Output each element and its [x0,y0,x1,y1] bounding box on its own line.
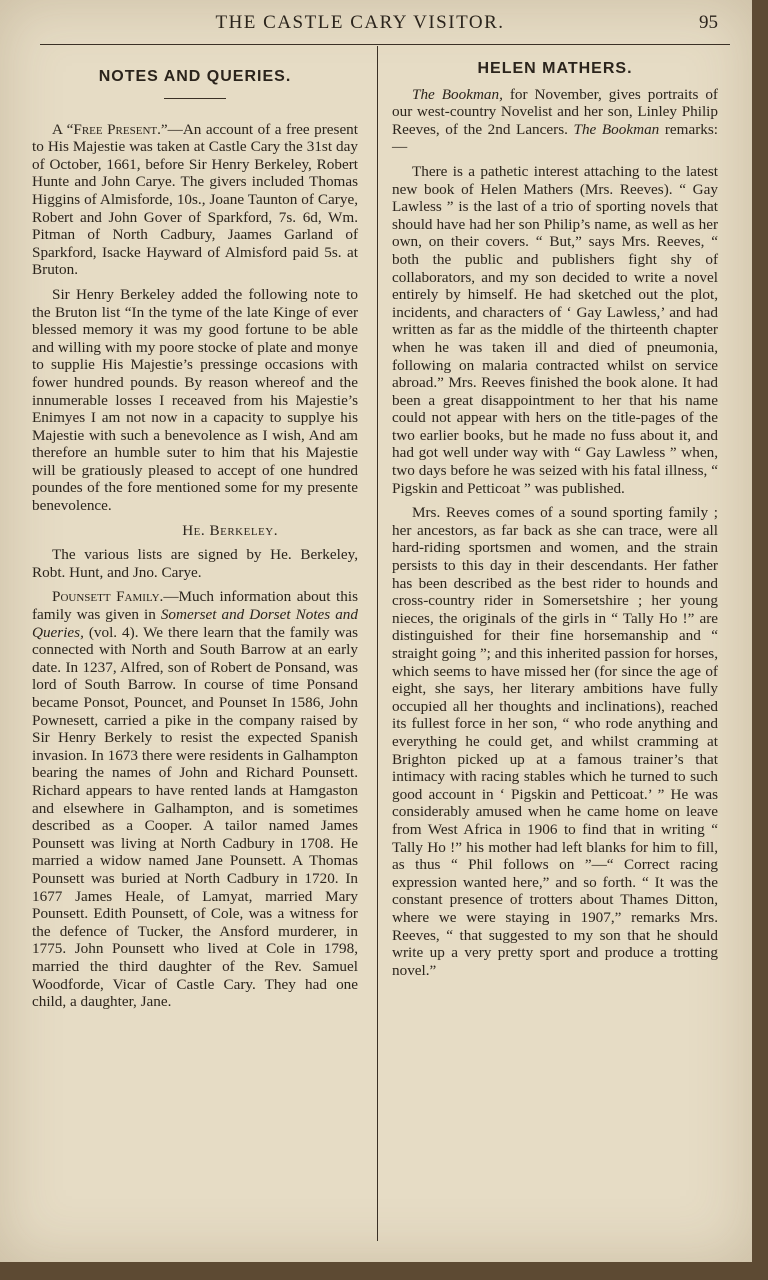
left-column [32,58,358,1018]
right-column [392,58,718,986]
column-divider [377,46,378,1241]
free-present-lead: A “Free Present.” [52,120,168,138]
running-header [0,8,752,38]
sporting-family-paragraph: Mrs. Reeves comes of a sound sporting family ; her ancestors, as far back as she can trace, were all hard-riding sportsmen and women, and the strain persists to this day in their descendants. Her father has been described as the best rider to hounds and cross-country rider in Somersetshire ; her young nieces, the originals of the girls in “ Tally Ho !” are distinguished for their fine horsemanship and “ straight going ”; and this inherited passion for horses, which seems to have missed her (for since the age of eight, she says, her literary ambitions have fully occupied all her thoughts and inclinations), reached its fullest force in her son, “ who rode anything and everything he could get, and whilst cramming at Brighton picked up at a famous trainer’s that intimacy with racing stables which he turned to such good account in ‘ Pigskin and Petticoat.’ ” He was considerably amused when he came home on leave from West Africa in 1906 to find that in writing “ Tally Ho !” his mother had left blanks for him to fill, as thus “ Phil follows on ”—“ Correct racing expression wanted here,” and so forth. “ It was the constant presence of trotters about Thames Ditton, where we were staying in 1907,” remarks Mrs. Reeves, “ that suggested to my son that he should write up a very pretty sport and produce a trotting novel.” [392,504,718,979]
header-rule [40,44,730,45]
journal-title: Somerset and Dorset Notes and Queries, [32,606,358,641]
berkeley-note-paragraph: Sir Henry Berkeley added the following note to the Bruton list “In the tyme of the late Kinge of ever blessed memory it was my good fortune to be able and willing with my poore stocke of plate and monye to supplie His Majestie’s pressinge occasions with fower hundred pounds. By reason whereof and the innumerable losses I receaved from his Majestie’s Enimyes I am not now in a capacity to supplye his Majestie with such a benevolence as I wish, And am therefore an humble suter to him that his Majestie will be gratiously pleased to accept of one hundred poundes of the fore mentioned some for my presente benevolence. [32,285,358,515]
pounsett-text-a: —Much information about this family was given in [32,588,358,624]
pathetic-interest-paragraph: There is a pathetic interest attaching to the latest new book of Helen Mathers (Mrs. Reeves). “ Gay Lawless ” is the last of a trio of sporting novels that should have had her son Philip’s name, as well as her own, on their covers. “ But,” says Mrs. Reeves, “ both the public and publishers fight shy of collaborators, and my son decided to write a novel entirely by himself. He had sketched out the plot, incidents, and characters of ‘ Gay Lawless,’ and had written as far as the middle of the thirteenth chapter when he was taken ill and died of pneumonia, following on malaria contracted whilst on service abroad.” Mrs. Reeves finished the book alone. It had been a great disappointment to her that his name could not appear with hers on the title-pages of the two earlier books, but he made no fuss about it, and had got well under way with “ Gay Lawless ” when, two days before he was seized with his fatal illness, “ Pigskin and Petticoat ” was published. [392,162,718,497]
running-title: THE CASTLE CARY VISITOR. [215,12,505,33]
notes-and-queries-title: NOTES AND QUERIES. [98,68,292,85]
bookman-title-2: The Bookman [573,120,660,138]
berkeley-signature: He. Berkeley. [182,521,278,539]
pounsett-family-lead: Pounsett Family. [52,588,164,606]
intro-text-b: remarks:— [392,120,719,156]
pounsett-family-paragraph [32,588,358,1010]
bookman-intro-paragraph [392,86,718,156]
title-rule [164,98,226,99]
bookman-title-1: The Bookman, [412,85,503,103]
free-present-paragraph [32,121,358,279]
intro-text-a: for November, gives portraits of our west-country Novelist and her son, Linley Philip Reeves, of the 2nd Lancers. [392,85,718,138]
lists-signed-paragraph: The various lists are signed by He. Berkeley, Robt. Hunt, and Jno. Carye. [32,546,358,581]
helen-mathers-title: HELEN MATHERS. [477,60,633,77]
free-present-text: —An account of a free present to His Majestie was taken at Castle Cary the 31st day of October, 1661, before Sir Henry Berkeley, Robert Hunte and John Carye. The givers included Thomas Higgins of Almisforde, 10s., Joane Taunton of Carye, Robert and John Gover of Sparkford, 7s. 6d, Wm. Pitman of North Cadbury, Jaames Garland of Sparkford, Isacke Hayward of Almisford paid 5s. at Bruton. [32,120,358,279]
pounsett-text-b: (vol. 4). We there learn that the family was connected with North and South Barrow at an early date. In 1237, Alfred, son of Robert de Ponsand, was lord of South Barrow. In course of time Ponsand became Ponsot, Pouncet, and Pounset In 1586, John Pownesett, carried a pike in the company raised by Sir Henry Berkely to resist the expected Spanish invasion. In 1673 there were residents in Galhampton bearing the names of John and Richard Pounsett. Richard appears to have rented lands at Hamgaston and elsewhere in Galhampton, and is sometimes described as a Cooper. A tailor named James Pounsett was living at North Cadbury in 1708. He married a widow named Jane Pounsett. A Thomas Pounsett was buried at North Cadbury in 1720. In 1677 James Heale, of Lamyat, married Mary Pounsett. Edith Pounsett, of Cole, was a witness for the defence of Tucker, the Ansford murderer, in 1775. John Pounsett who lived at Cole in 1798, married the third daughter of the Rev. Samuel Woodforde, Vicar of Castle Cary. They had one child, a daughter, Jane. [32,623,358,1011]
page-number: 95 [699,12,718,33]
